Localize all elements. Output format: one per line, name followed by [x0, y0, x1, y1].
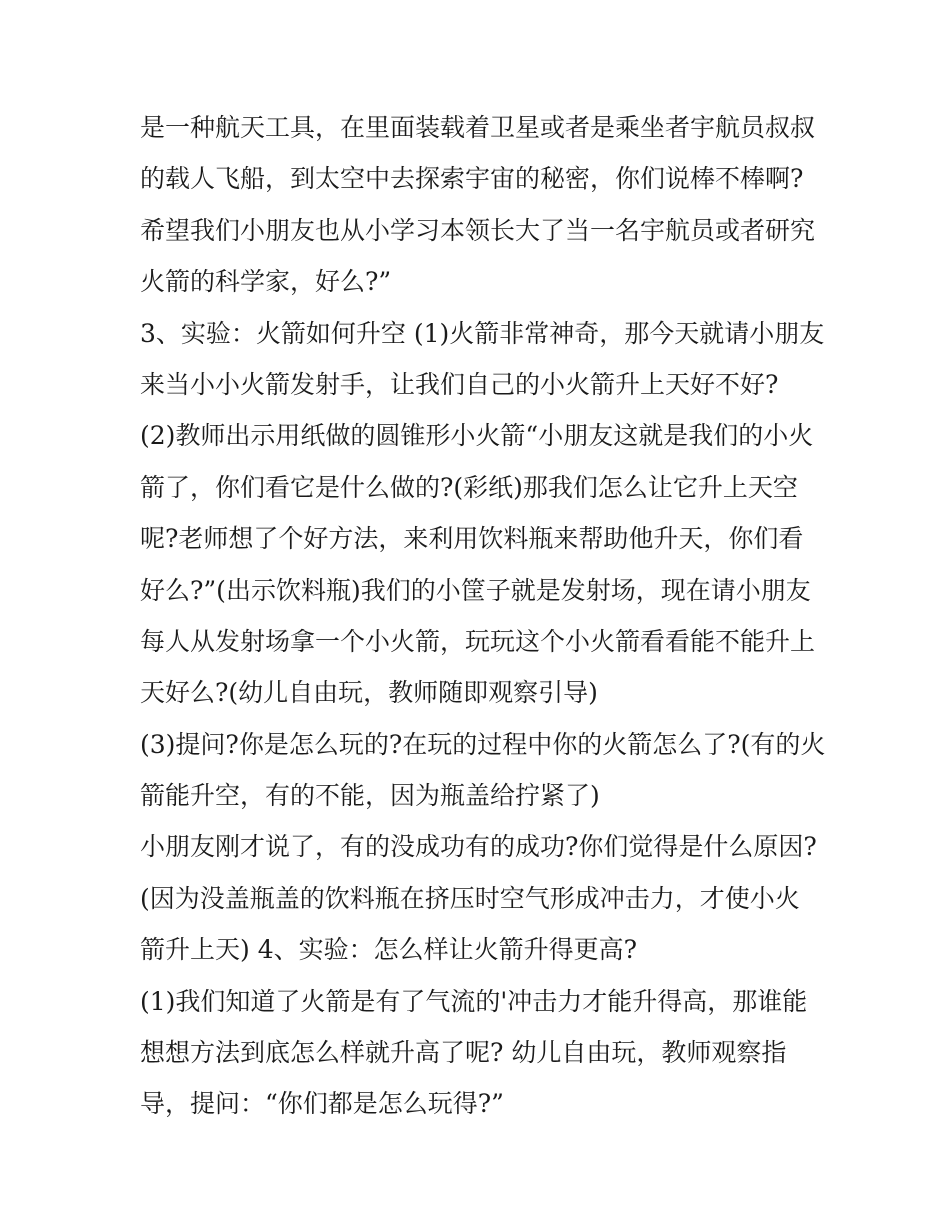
text-line-7: (2)教师出示用纸做的圆锥形小火箭“小朋友这就是我们的小火: [140, 421, 814, 451]
text-line-2: 的载人飞船，到太空中去探索宇宙的秘密，你们说棒不棒啊?: [140, 164, 804, 194]
text-line-10: 好么?”(出示饮料瓶)我们的小筐子就是发射场，现在请小朋友: [140, 575, 811, 605]
text-line-14: 箭能升空，有的不能，因为瓶盖给拧紧了): [140, 781, 600, 811]
text-line-3: 希望我们小朋友也从小学习本领长大了当一名宇航员或者研究: [140, 215, 816, 245]
text-line-11: 每人从发射场拿一个小火箭，玩玩这个小火箭看看能不能升上: [140, 626, 816, 656]
text-line-12: 天好么?(幼儿自由玩，教师随即观察引导): [140, 678, 598, 708]
text-line-19: 想想方法到底怎么样就升高了呢? 幼儿自由玩，教师观察指: [140, 1038, 787, 1068]
text-line-18: (1)我们知道了火箭是有了气流的'冲击力才能升得高，那谁能: [140, 986, 808, 1016]
text-line-5: 3、实验：火箭如何升空 (1)火箭非常神奇，那今天就请小朋友: [140, 318, 825, 348]
text-line-9: 呢?老师想了个好方法，来利用饮料瓶来帮助他升天，你们看: [140, 524, 804, 554]
text-line-16: (因为没盖瓶盖的饮料瓶在挤压时空气形成冲击力，才使小火: [140, 883, 800, 913]
text-line-6: 来当小小火箭发射手，让我们自己的小火箭升上天好不好?: [140, 369, 779, 399]
text-line-15: 小朋友刚才说了，有的没成功有的成功?你们觉得是什么原因?: [140, 832, 817, 862]
text-line-13: (3)提问?你是怎么玩的?在玩的过程中你的火箭怎么了?(有的火: [140, 729, 826, 759]
text-line-1: 是一种航天工具，在里面装载着卫星或者是乘坐者宇航员叔叔: [140, 113, 816, 142]
text-line-4: 火箭的科学家，好么?”: [140, 267, 392, 297]
document-body: [140, 102, 830, 1130]
text-line-17: 箭升上天) 4、实验：怎么样让火箭升得更高?: [140, 935, 638, 965]
text-line-8: 箭了，你们看它是什么做的?(彩纸)那我们怎么让它升上天空: [140, 472, 798, 502]
text-line-20: 导，提问：“你们都是怎么玩得?”: [140, 1089, 504, 1119]
